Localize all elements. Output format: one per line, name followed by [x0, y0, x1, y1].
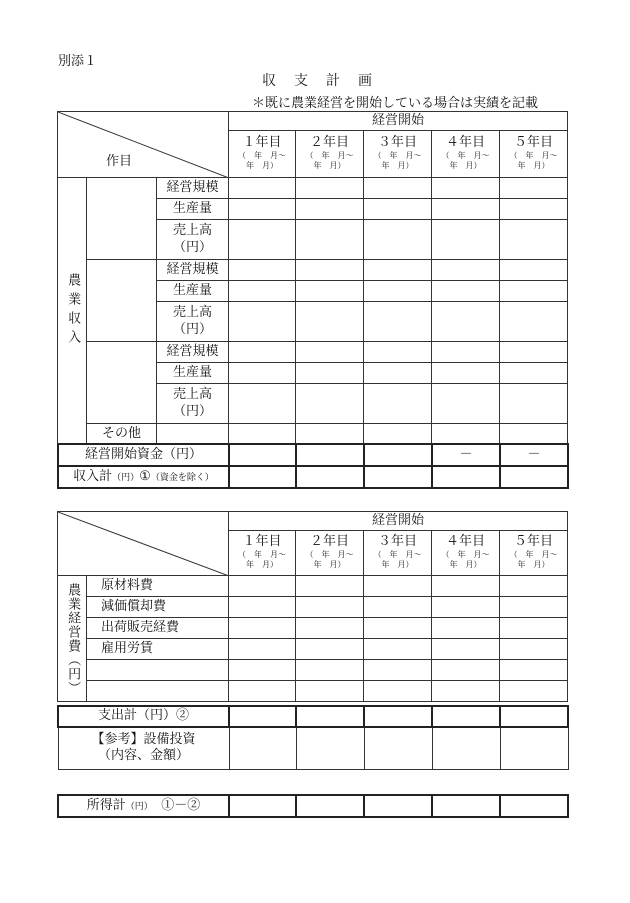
cell[interactable]: [229, 342, 296, 363]
cell[interactable]: [364, 706, 432, 727]
expense-table: [57, 511, 568, 702]
reference-label: 【参考】設備投資 （内容、金額）: [58, 727, 229, 769]
cell[interactable]: [364, 597, 432, 618]
dash-cell: －: [500, 444, 568, 466]
attachment-label: 別添１: [58, 54, 98, 69]
cell[interactable]: [364, 681, 432, 702]
expense-item: 減価償却費: [87, 597, 229, 618]
expense-total-label: 支出計（円）②: [58, 706, 229, 727]
metric-sales: 売上高 （円）: [157, 302, 229, 342]
net-income-label: 所得計（円） ①－②: [58, 795, 229, 817]
metric-production: 生産量: [157, 199, 229, 220]
cell[interactable]: [364, 260, 432, 281]
cell[interactable]: [500, 576, 568, 597]
corner-cell: [58, 112, 229, 178]
cell[interactable]: [229, 466, 296, 488]
cell[interactable]: [500, 639, 568, 660]
cell[interactable]: [296, 178, 364, 199]
diagonal-line: [58, 512, 229, 576]
dash-cell: －: [432, 444, 500, 466]
cell[interactable]: [296, 706, 364, 727]
cell[interactable]: [229, 199, 296, 220]
cell[interactable]: [296, 727, 364, 769]
cell[interactable]: [296, 220, 364, 260]
cell[interactable]: [364, 660, 432, 681]
cell[interactable]: [500, 281, 568, 302]
cell[interactable]: [229, 281, 296, 302]
other-label: その他: [87, 424, 157, 445]
income-totals: [57, 443, 569, 489]
cell[interactable]: [432, 342, 500, 363]
metric-scale: 経営規模: [157, 178, 229, 199]
crop-2-name[interactable]: [87, 260, 157, 342]
expense-item: 原材料費: [87, 576, 229, 597]
cell[interactable]: [296, 363, 364, 384]
income-table: [57, 111, 568, 445]
cell[interactable]: [364, 342, 432, 363]
cell[interactable]: [500, 681, 568, 702]
cell[interactable]: [364, 466, 432, 488]
cell[interactable]: [364, 618, 432, 639]
cell[interactable]: [432, 706, 500, 727]
cell[interactable]: [364, 639, 432, 660]
cell[interactable]: [296, 681, 364, 702]
crop-header: 作目: [106, 154, 133, 169]
cell[interactable]: [500, 363, 568, 384]
cell[interactable]: [500, 466, 568, 488]
cell[interactable]: [432, 466, 500, 488]
cell[interactable]: [229, 597, 296, 618]
cell[interactable]: [364, 178, 432, 199]
cell[interactable]: [296, 302, 364, 342]
expense-totals: [57, 705, 569, 770]
cell[interactable]: [229, 444, 296, 466]
cell[interactable]: [296, 424, 364, 445]
cell[interactable]: [500, 618, 568, 639]
cell[interactable]: [229, 681, 296, 702]
cell[interactable]: [229, 576, 296, 597]
cell[interactable]: [296, 260, 364, 281]
cell[interactable]: [229, 795, 296, 817]
year-5-header: ５年目 （ 年 月〜 年 月）: [500, 531, 568, 576]
cell[interactable]: [229, 618, 296, 639]
cell[interactable]: [432, 178, 500, 199]
cell[interactable]: [229, 424, 296, 445]
cell[interactable]: [500, 178, 568, 199]
cell[interactable]: [229, 660, 296, 681]
cell[interactable]: [296, 795, 364, 817]
year-2-header: ２年目 （ 年 月〜 年 月）: [296, 531, 364, 576]
income-total-label: 収入計（円）①（資金を除く）: [58, 466, 229, 488]
year-4-header: ４年目 （ 年 月〜 年 月）: [432, 531, 500, 576]
cell[interactable]: [432, 639, 500, 660]
cell[interactable]: [296, 466, 364, 488]
cell[interactable]: [364, 384, 432, 424]
metric-scale: 経営規模: [157, 342, 229, 363]
cell[interactable]: [432, 220, 500, 260]
cell[interactable]: [229, 220, 296, 260]
year-4-header: ４年目 （ 年 月〜 年 月）: [432, 131, 500, 178]
cell[interactable]: [432, 597, 500, 618]
year-3-header: ３年目 （ 年 月〜 年 月）: [364, 131, 432, 178]
expense-item-blank[interactable]: [87, 660, 229, 681]
cell[interactable]: [432, 424, 500, 445]
year-5-header: ５年目 （ 年 月〜 年 月）: [500, 131, 568, 178]
metric-sales: 売上高 （円）: [157, 384, 229, 424]
corner-cell: [58, 512, 229, 576]
cell[interactable]: [432, 260, 500, 281]
start-header: 経営開始: [229, 112, 568, 131]
metric-production: 生産量: [157, 281, 229, 302]
cell[interactable]: [296, 444, 364, 466]
cell[interactable]: [364, 199, 432, 220]
cell[interactable]: [432, 302, 500, 342]
expense-section-label: 農業経営費（円）: [58, 576, 87, 702]
cell[interactable]: [296, 342, 364, 363]
cell[interactable]: [500, 597, 568, 618]
year-1-header: １年目 （ 年 月〜 年 月）: [229, 531, 296, 576]
cell[interactable]: [500, 727, 568, 769]
cell[interactable]: [432, 681, 500, 702]
cell[interactable]: [296, 618, 364, 639]
cell[interactable]: [296, 597, 364, 618]
metric-production: 生産量: [157, 363, 229, 384]
cell[interactable]: [364, 444, 432, 466]
net-income-table: [57, 794, 569, 818]
income-section-label: 農業収入: [58, 178, 87, 445]
cell[interactable]: [364, 220, 432, 260]
cell[interactable]: [500, 706, 568, 727]
cell[interactable]: [432, 281, 500, 302]
expense-item-blank[interactable]: [87, 681, 229, 702]
cell[interactable]: [296, 576, 364, 597]
start-fund-label: 経営開始資金（円）: [58, 444, 229, 466]
form-note: ＊既に農業経営を開始している場合は実績を記載: [252, 96, 539, 111]
expense-item: 出荷販売経費: [87, 618, 229, 639]
cell[interactable]: [296, 281, 364, 302]
diagonal-line: [58, 112, 229, 178]
cell[interactable]: [364, 363, 432, 384]
cell[interactable]: [229, 706, 296, 727]
cell[interactable]: [432, 363, 500, 384]
cell[interactable]: [229, 363, 296, 384]
cell[interactable]: [229, 302, 296, 342]
cell[interactable]: [432, 795, 500, 817]
cell[interactable]: [296, 384, 364, 424]
cell[interactable]: [229, 639, 296, 660]
cell[interactable]: [432, 618, 500, 639]
cell[interactable]: [364, 727, 432, 769]
cell[interactable]: [296, 639, 364, 660]
cell[interactable]: [432, 384, 500, 424]
cell[interactable]: [296, 199, 364, 220]
other-detail[interactable]: [157, 424, 229, 445]
cell[interactable]: [364, 795, 432, 817]
cell[interactable]: [500, 660, 568, 681]
crop-1-name[interactable]: [87, 178, 157, 260]
cell[interactable]: [500, 384, 568, 424]
year-2-header: ２年目 （ 年 月〜 年 月）: [296, 131, 364, 178]
year-3-header: ３年目 （ 年 月〜 年 月）: [364, 531, 432, 576]
cell[interactable]: [432, 660, 500, 681]
cell[interactable]: [500, 795, 568, 817]
year-1-header: １年目 （ 年 月〜 年 月）: [229, 131, 296, 178]
cell[interactable]: [364, 302, 432, 342]
crop-3-name[interactable]: [87, 342, 157, 424]
cell[interactable]: [500, 342, 568, 363]
cell[interactable]: [229, 384, 296, 424]
cell[interactable]: [364, 576, 432, 597]
cell[interactable]: [432, 727, 500, 769]
metric-sales: 売上高 （円）: [157, 220, 229, 260]
start-header: 経営開始: [229, 512, 568, 531]
cell[interactable]: [364, 281, 432, 302]
cell[interactable]: [500, 199, 568, 220]
cell[interactable]: [432, 199, 500, 220]
cell[interactable]: [229, 260, 296, 281]
cell[interactable]: [500, 424, 568, 445]
metric-scale: 経営規模: [157, 260, 229, 281]
cell[interactable]: [229, 178, 296, 199]
expense-item: 雇用労賃: [87, 639, 229, 660]
cell[interactable]: [364, 424, 432, 445]
cell[interactable]: [500, 302, 568, 342]
cell[interactable]: [500, 260, 568, 281]
cell[interactable]: [432, 576, 500, 597]
form-title: 収 支 計 画: [262, 73, 374, 89]
cell[interactable]: [500, 220, 568, 260]
cell[interactable]: [229, 727, 296, 769]
cell[interactable]: [296, 660, 364, 681]
